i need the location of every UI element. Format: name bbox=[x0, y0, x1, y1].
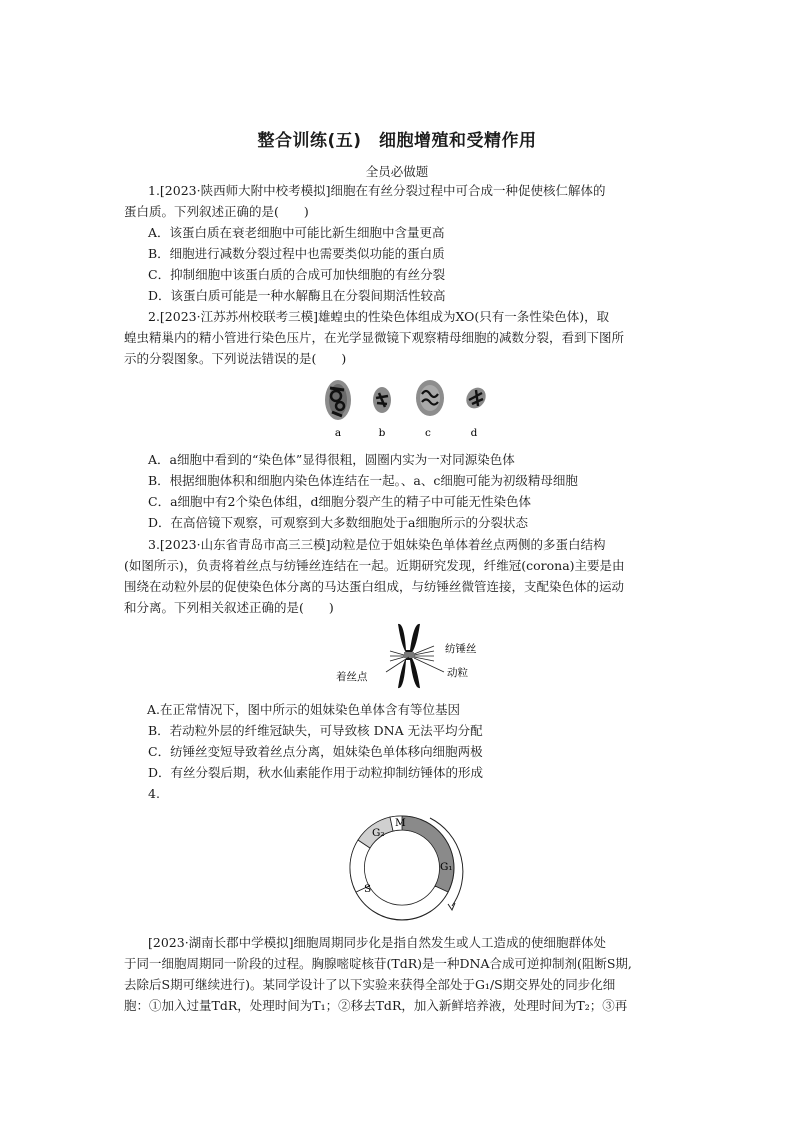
q4-stem-line3: 去除后S期可继续进行)。某同学设计了以下实验来获得全部处于G₁/S期交界处的同步化细 bbox=[124, 977, 616, 992]
q4-number: 4. bbox=[148, 786, 160, 801]
label-kinetochore: 动粒 bbox=[447, 667, 468, 679]
q2-stem-line1: 2.[2023·江苏苏州校联考三模]雄蝗虫的性染色体组成为XO(只有一条性染色体)，取 bbox=[148, 309, 610, 324]
label-d: d bbox=[470, 427, 478, 439]
q1-option-a: A．该蛋白质在衰老细胞中可能比新生细胞中含量更高 bbox=[148, 225, 445, 240]
label-g2: G₂ bbox=[372, 827, 385, 839]
label-c: c bbox=[425, 427, 431, 439]
q1-stem-line1: 1.[2023·陕西师大附中校考模拟]细胞在有丝分裂过程中可合成一种促使核仁解体的 bbox=[148, 183, 606, 198]
q1-option-d: D．该蛋白质可能是一种水解酶且在分裂间期活性较高 bbox=[148, 288, 446, 303]
meiosis-cells-figure bbox=[316, 376, 506, 442]
q2-option-c: C．a细胞中有2个染色体组，d细胞分裂产生的精子中可能无性染色体 bbox=[148, 494, 531, 509]
q3-option-a: A.在正常情况下，图中所示的姐妹染色单体含有等位基因 bbox=[147, 702, 461, 717]
q2-option-a: A．a细胞中看到的“染色体”显得很粗，圆圈内实为一对同源染色体 bbox=[148, 452, 515, 467]
q2-option-b: B．根据细胞体积和细胞内染色体连结在一起。、a、c细胞可能为初级精母细胞 bbox=[148, 473, 578, 488]
label-b: b bbox=[378, 427, 386, 439]
q3-option-d: D．有丝分裂后期，秋水仙素能作用于动粒抑制纺锤体的形成 bbox=[148, 765, 484, 780]
q3-stem-line2: (如图所示)，负责将着丝点与纺锤丝连结在一起。近期研究发现，纤维冠(corona)主要是由 bbox=[124, 558, 625, 573]
q1-option-b: B．细胞进行减数分裂过程中也需要类似功能的蛋白质 bbox=[148, 246, 445, 261]
q2-stem-line3: 示的分裂图象。下列说法错误的是( ) bbox=[124, 351, 347, 366]
label-centromere: 着丝点 bbox=[336, 671, 368, 683]
q3-stem-line3: 围绕在动粒外层的促使染色体分离的马达蛋白组成，与纺锤丝微管连接，支配染色体的运动 bbox=[124, 579, 625, 594]
q2-option-d: D．在高倍镜下观察，可观察到大多数细胞处于a细胞所示的分裂状态 bbox=[148, 515, 528, 530]
g1-segment bbox=[402, 816, 454, 892]
q1-stem-line2: 蛋白质。下列叙述正确的是( ) bbox=[124, 204, 309, 219]
q4-stem-line4: 胞：①加入过量TdR，处理时间为T₁；②移去TdR，加入新鲜培养液，处理时间为T₂；③再 bbox=[124, 998, 628, 1013]
q4-stem-line2: 于同一细胞周期同一阶段的过程。胸腺嘧啶核苷(TdR)是一种DNA合成可逆抑制剂(阻断S期, bbox=[124, 956, 632, 971]
label-spindle: 纺锤丝 bbox=[445, 643, 477, 655]
section-heading: 全员必做题 bbox=[365, 164, 429, 179]
page-title: 整合训练(五) 细胞增殖和受精作用 bbox=[257, 131, 537, 151]
label-s: S bbox=[364, 883, 372, 895]
chromosome-figure bbox=[330, 620, 500, 692]
q3-stem-line1: 3.[2023·山东省青岛市高三三模]动粒是位于姐妹染色单体着丝点两侧的多蛋白结构 bbox=[148, 537, 606, 552]
q2-stem-line2: 蝗虫精巢内的精小管进行染色压片，在光学显微镜下观察精母细胞的减数分裂，看到下图所 bbox=[124, 330, 625, 345]
q3-option-b: B．若动粒外层的纤维冠缺失，可导致核 DNA 无法平均分配 bbox=[148, 723, 483, 738]
label-a: a bbox=[334, 427, 342, 439]
q3-stem-line4: 和分离。下列相关叙述正确的是( ) bbox=[124, 600, 334, 615]
cell-b-image bbox=[373, 387, 391, 413]
cell-d-image bbox=[462, 384, 489, 412]
label-m: M bbox=[395, 817, 406, 829]
cell-c-image bbox=[416, 380, 444, 416]
q1-option-c: C．抑制细胞中该蛋白质的合成可加快细胞的有丝分裂 bbox=[148, 267, 446, 282]
cell-a-image bbox=[325, 380, 351, 420]
q4-stem-line1: [2023·湖南长郡中学模拟]细胞周期同步化是指自然发生或人工造成的使细胞群体处 bbox=[148, 935, 607, 950]
label-g1: G₁ bbox=[440, 861, 453, 873]
q3-option-c: C．纺锤丝变短导致着丝点分离，姐妹染色单体移向细胞两极 bbox=[148, 744, 483, 759]
cell-cycle-diagram bbox=[344, 808, 468, 926]
